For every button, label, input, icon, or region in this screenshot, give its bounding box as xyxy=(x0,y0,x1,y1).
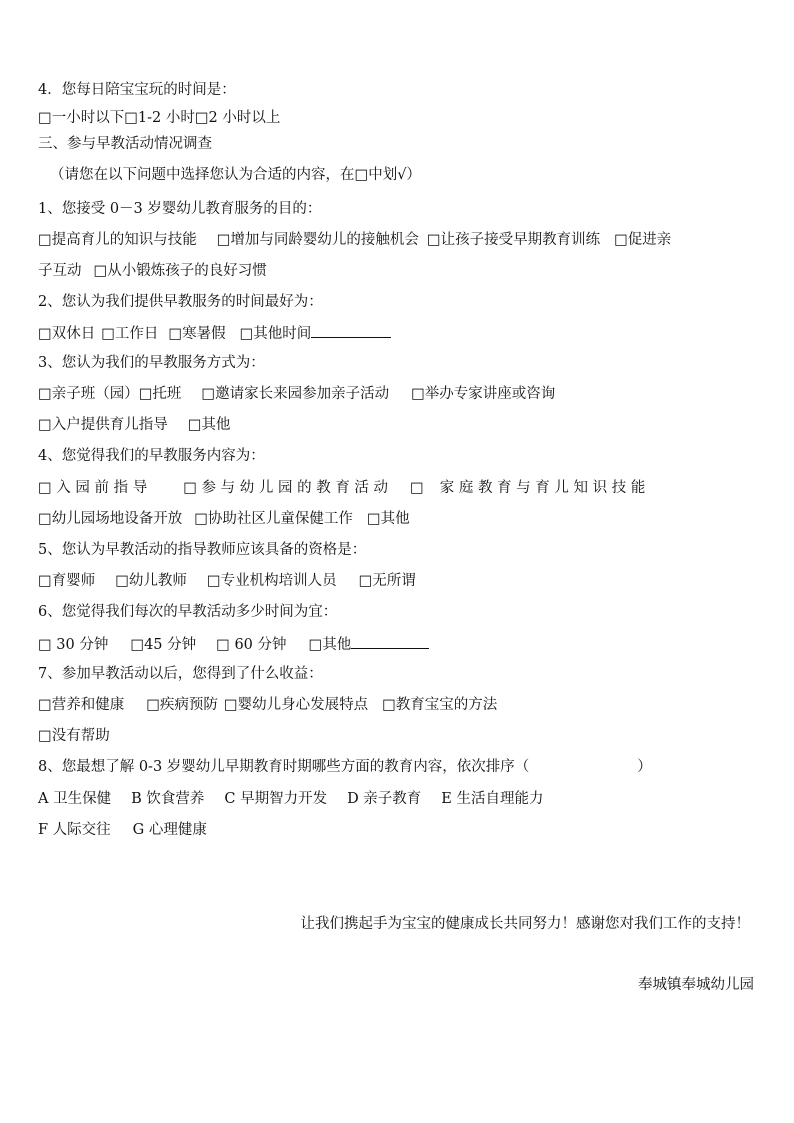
ranking-items-row1 xyxy=(38,789,544,809)
item-hygiene: A 卫生保健 xyxy=(38,791,112,807)
option-facility-open[interactable]: □幼儿园场地设备开放 xyxy=(38,511,183,527)
option-admission-guidance[interactable]: □ 入 园 前 指 导 xyxy=(38,480,148,496)
options-service-content-row2 xyxy=(38,509,410,529)
item-intelligence: C 早期智力开发 xyxy=(224,791,328,807)
question-ranking-close: ） xyxy=(637,759,652,775)
option-other-time[interactable]: □其他时间 xyxy=(239,326,312,342)
section-title: 三、参与早教活动情况调查 xyxy=(38,136,212,152)
question-service-mode: 3、您认为我们的早教服务方式为： xyxy=(38,355,265,371)
option-workday[interactable]: □工作日 xyxy=(101,326,159,342)
option-60-min[interactable]: □ 60 分钟 xyxy=(216,637,287,653)
option-development-traits[interactable]: □婴幼儿身心发展特点 xyxy=(223,697,369,713)
options-benefits-row1 xyxy=(38,695,497,715)
signature: 奉城镇奉城幼儿园 xyxy=(638,977,754,993)
question-service-time: 2、您认为我们提供早教服务的时间最好为： xyxy=(38,294,323,310)
question-ranking xyxy=(38,757,652,777)
item-social: F 人际交往 xyxy=(38,822,111,838)
option-peer-contact[interactable]: □增加与同龄婴幼儿的接触机会 xyxy=(216,232,419,248)
options-service-mode-row2 xyxy=(38,415,230,435)
option-home-guidance[interactable]: □入户提供育儿指导 xyxy=(38,417,168,433)
option-nursery-teacher[interactable]: □育婴师 xyxy=(38,573,96,589)
question-service-content: 4、您觉得我们的早教服务内容为： xyxy=(38,448,265,464)
option-community-health[interactable]: □协助社区儿童保健工作 xyxy=(194,511,353,527)
options-service-purpose-row1 xyxy=(38,230,671,250)
option-duration-other[interactable]: □其他 xyxy=(308,637,352,653)
question-benefits: 7、参加早教活动以后，您得到了什么收益： xyxy=(38,666,323,682)
option-45-min[interactable]: □45 分钟 xyxy=(130,637,197,653)
question-ranking-text: 8、您最想了解 0-3 岁婴幼儿早期教育时期哪些方面的教育内容，依次排序（ xyxy=(38,759,530,775)
question-activity-duration: 6、您觉得我们每次的早教活动多少时间为宜： xyxy=(38,604,338,620)
options-benefits-row2 xyxy=(38,726,110,746)
option-disease-prevention[interactable]: □疾病预防 xyxy=(146,697,218,713)
question-service-purpose: 1、您接受 0－3 岁婴幼儿教育服务的目的： xyxy=(38,201,322,217)
closing-message: 让我们携起手为宝宝的健康成长共同努力！感谢您对我们工作的支持！ xyxy=(300,916,750,932)
other-time-blank[interactable] xyxy=(311,322,391,338)
option-parent-child-part1[interactable]: □促进亲 xyxy=(614,232,672,248)
option-holidays[interactable]: □寒暑假 xyxy=(168,326,226,342)
option-parent-child-class[interactable]: □亲子班（园）□托班 xyxy=(38,386,182,402)
question-daily-play-time: 4．您每日陪宝宝玩的时间是： xyxy=(38,82,236,98)
option-content-other[interactable]: □其他 xyxy=(366,511,410,527)
option-mode-other[interactable]: □其他 xyxy=(187,417,231,433)
item-diet: B 饮食营养 xyxy=(131,791,205,807)
item-parent-child-edu: D 亲子教育 xyxy=(347,791,422,807)
options-daily-play-time[interactable]: □一小时以下□1-2 小时□2 小时以上 xyxy=(38,110,281,126)
options-service-purpose-row2 xyxy=(38,261,267,281)
option-parent-child-part2[interactable]: 子互动 xyxy=(38,263,82,279)
options-teacher-qualification xyxy=(38,571,416,591)
option-30-min[interactable]: □ 30 分钟 xyxy=(38,637,109,653)
option-weekend[interactable]: □双休日 xyxy=(38,326,96,342)
option-family-edu-label: 家 庭 教 育 与 育 儿 知 识 技 能 xyxy=(439,480,646,496)
option-parenting-methods[interactable]: □教育宝宝的方法 xyxy=(382,697,498,713)
question-teacher-qualification: 5、您认为早教活动的指导教师应该具备的资格是： xyxy=(38,542,367,558)
options-activity-duration xyxy=(38,633,429,655)
option-expert-lectures[interactable]: □举办专家讲座或咨询 xyxy=(411,386,556,402)
option-early-training[interactable]: □让孩子接受早期教育训练 xyxy=(426,232,601,248)
duration-other-blank[interactable] xyxy=(351,633,429,649)
option-invite-parents[interactable]: □邀请家长来园参加亲子活动 xyxy=(201,386,390,402)
section-instruction: （请您在以下问题中选择您认为合适的内容，在□中划√） xyxy=(50,167,421,183)
option-no-matter[interactable]: □无所谓 xyxy=(358,573,416,589)
option-family-edu-box[interactable]: □ xyxy=(410,480,424,496)
option-join-activities[interactable]: □ 参 与 幼 儿 园 的 教 育 活 动 xyxy=(183,480,389,496)
option-no-help[interactable]: □没有帮助 xyxy=(38,728,110,744)
item-self-care: E 生活自理能力 xyxy=(441,791,544,807)
option-good-habits[interactable]: □从小锻炼孩子的良好习惯 xyxy=(93,263,267,279)
option-kindergarten-teacher[interactable]: □幼儿教师 xyxy=(115,573,187,589)
options-service-time xyxy=(38,322,391,344)
ranking-items-row2 xyxy=(38,820,207,840)
option-nutrition-health[interactable]: □营养和健康 xyxy=(38,697,125,713)
item-mental-health: G 心理健康 xyxy=(132,822,207,838)
option-trained-staff[interactable]: □专业机构培训人员 xyxy=(206,573,337,589)
options-service-content-row1 xyxy=(38,478,645,498)
option-knowledge-skills[interactable]: □提高育儿的知识与技能 xyxy=(38,232,197,248)
options-service-mode-row1 xyxy=(38,384,555,404)
